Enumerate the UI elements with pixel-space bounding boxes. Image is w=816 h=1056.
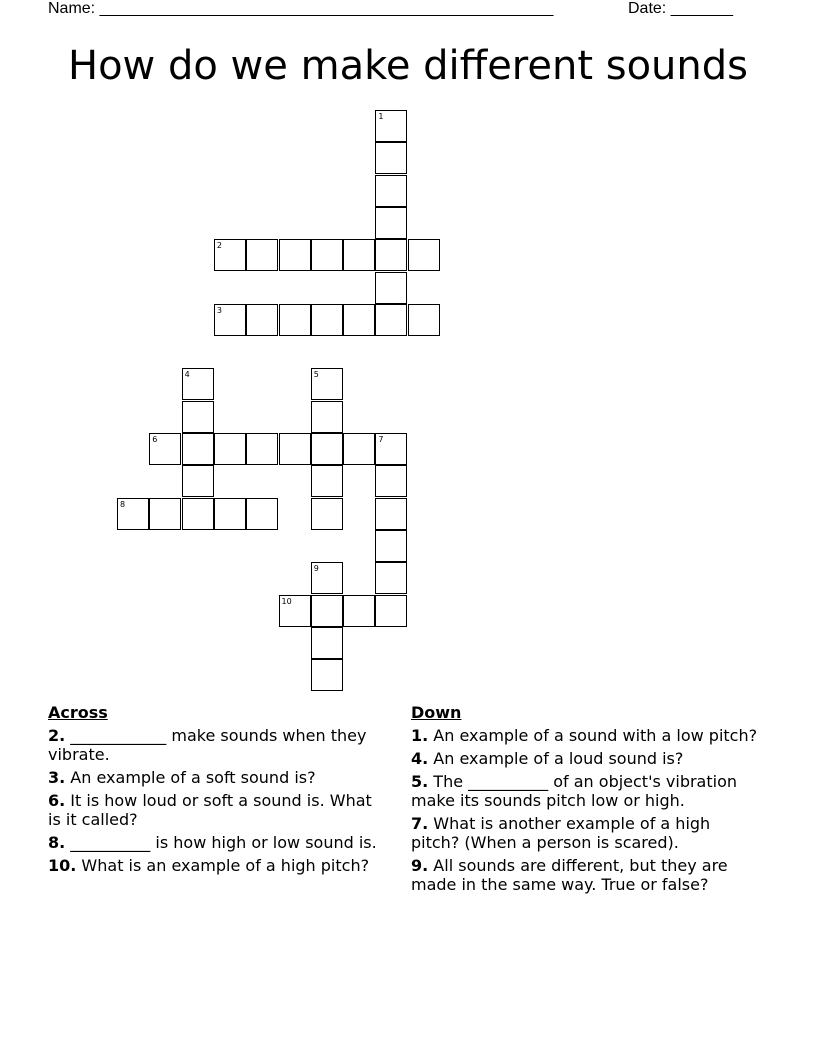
crossword-cell[interactable]	[408, 304, 440, 336]
clue-number: 1.	[411, 726, 429, 745]
across-clues	[48, 703, 378, 879]
crossword-cell[interactable]	[375, 433, 407, 465]
crossword-cell[interactable]	[214, 433, 246, 465]
clue-text: The __________ of an object's vibration make its sounds pitch low or high.	[411, 772, 737, 810]
cell-number: 1	[378, 112, 384, 121]
clue-text: An example of a loud sound is?	[428, 749, 684, 768]
crossword-cell[interactable]	[311, 659, 343, 691]
clue-number: 8.	[48, 833, 66, 852]
crossword-cell[interactable]	[375, 272, 407, 304]
crossword-cell[interactable]	[375, 530, 407, 562]
page-title: How do we make different sounds	[68, 43, 748, 89]
crossword-cell[interactable]	[375, 110, 407, 142]
crossword-cell[interactable]	[375, 239, 407, 271]
crossword-cell[interactable]	[311, 368, 343, 400]
crossword-cell[interactable]	[279, 304, 311, 336]
clue-text: __________ is how high or low sound is.	[65, 833, 377, 852]
crossword-cell[interactable]	[311, 433, 343, 465]
crossword-cell[interactable]	[117, 498, 149, 530]
date-field-line: Date: _______	[628, 0, 733, 17]
down-clues	[411, 703, 761, 898]
crossword-cell[interactable]	[149, 498, 181, 530]
cell-number: 8	[120, 499, 126, 509]
crossword-cell[interactable]	[375, 175, 407, 207]
crossword-cell[interactable]	[311, 304, 343, 336]
down-clue	[411, 814, 761, 852]
clue-text: What is another example of a high pitch? (When a person is scared).	[411, 814, 711, 852]
crossword-cell[interactable]	[214, 304, 246, 336]
crossword-cell[interactable]	[182, 401, 214, 433]
crossword-cell[interactable]	[375, 142, 407, 174]
clue-text: It is how loud or soft a sound is. What is it called?	[48, 791, 372, 829]
clue-number: 5.	[411, 772, 429, 791]
clue-number: 2.	[48, 726, 66, 745]
crossword-cell[interactable]	[246, 498, 278, 530]
cell-number: 10	[281, 596, 292, 606]
cell-number: 4	[184, 370, 190, 380]
crossword-cell[interactable]	[375, 207, 407, 239]
cell-number: 3	[216, 305, 222, 315]
across-clue	[48, 726, 378, 764]
cell-number: 5	[313, 370, 319, 380]
crossword-cell[interactable]	[279, 595, 311, 627]
crossword-cell[interactable]	[246, 239, 278, 271]
crossword-cell[interactable]	[182, 368, 214, 400]
crossword-cell[interactable]	[149, 433, 181, 465]
across-clue	[48, 856, 378, 875]
clue-text: An example of a sound with a low pitch?	[428, 726, 758, 745]
crossword-cell[interactable]	[182, 433, 214, 465]
clue-number: 9.	[411, 856, 429, 875]
crossword-cell[interactable]	[343, 595, 375, 627]
crossword-cell[interactable]	[408, 239, 440, 271]
crossword-cell[interactable]	[375, 304, 407, 336]
across-clue	[48, 768, 378, 787]
crossword-cell[interactable]	[343, 433, 375, 465]
crossword-cell[interactable]	[343, 304, 375, 336]
crossword-cell[interactable]	[182, 498, 214, 530]
crossword-cell[interactable]	[311, 465, 343, 497]
clue-number: 3.	[48, 768, 66, 787]
cell-number: 2	[216, 241, 222, 251]
cell-number: 7	[378, 435, 384, 444]
crossword-cell[interactable]	[214, 498, 246, 530]
crossword-cell[interactable]	[311, 562, 343, 594]
crossword-cell[interactable]	[375, 562, 407, 594]
name-field-line: Name: ___________________________________________________	[48, 0, 554, 17]
crossword-cell[interactable]	[311, 595, 343, 627]
crossword-cell[interactable]	[311, 627, 343, 659]
crossword-cell[interactable]	[214, 239, 246, 271]
crossword-cell[interactable]	[182, 465, 214, 497]
down-clue	[411, 726, 761, 745]
crossword-cell[interactable]	[246, 304, 278, 336]
crossword-cell[interactable]	[311, 239, 343, 271]
crossword-cell[interactable]	[311, 498, 343, 530]
crossword-cell[interactable]	[311, 401, 343, 433]
across-clue	[48, 833, 378, 852]
crossword-cell[interactable]	[246, 433, 278, 465]
down-clue	[411, 749, 761, 768]
clue-number: 4.	[411, 749, 429, 768]
crossword-cell[interactable]	[343, 239, 375, 271]
clue-text: What is an example of a high pitch?	[76, 856, 370, 875]
clue-text: All sounds are different, but they are made in the same way. True or false?	[411, 856, 728, 894]
clue-number: 10.	[48, 856, 77, 875]
crossword-cell[interactable]	[375, 465, 407, 497]
cell-number: 6	[152, 435, 158, 444]
down-heading: Down	[411, 703, 462, 722]
cell-number: 9	[313, 564, 319, 574]
clue-number: 7.	[411, 814, 429, 833]
clue-number: 6.	[48, 791, 66, 810]
down-clue	[411, 856, 761, 894]
across-clue	[48, 791, 378, 829]
across-heading: Across	[48, 703, 108, 722]
clue-text: ____________ make sounds when they vibrate.	[48, 726, 367, 764]
crossword-cell[interactable]	[279, 239, 311, 271]
crossword-cell[interactable]	[375, 498, 407, 530]
clue-text: An example of a soft sound is?	[65, 768, 316, 787]
crossword-cell[interactable]	[375, 595, 407, 627]
crossword-cell[interactable]	[279, 433, 311, 465]
down-clue	[411, 772, 761, 810]
